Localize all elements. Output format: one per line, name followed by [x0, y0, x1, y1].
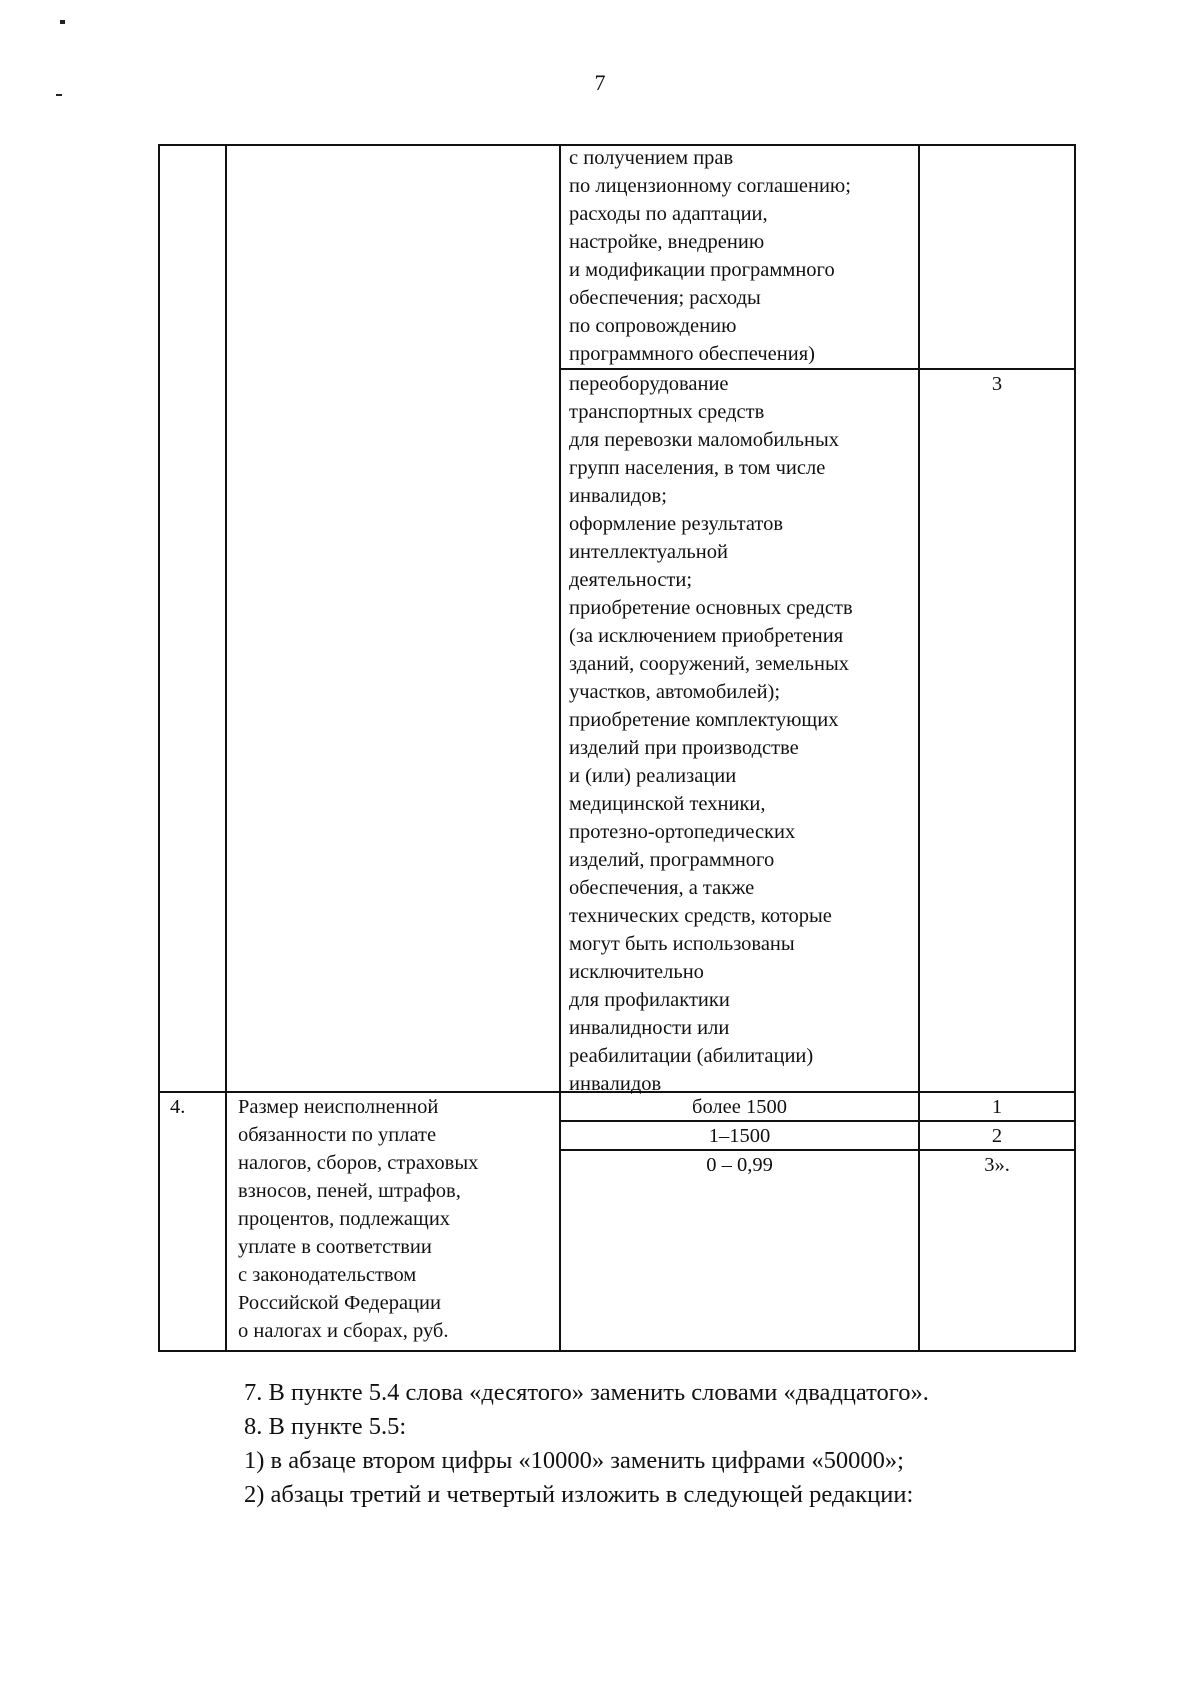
- continuation-description: [569, 144, 851, 368]
- text-line: программного обеспечения): [569, 343, 815, 365]
- text-line: для перевозки маломобильных: [569, 429, 839, 451]
- text-line: и (или) реализации: [569, 765, 737, 787]
- text-line: реабилитации (абилитации): [569, 1045, 814, 1067]
- table-col-divider-1: [225, 144, 227, 1352]
- text-line: обеспечения, а также: [569, 877, 755, 899]
- text-line: интеллектуальной: [569, 541, 728, 563]
- page-number: 7: [594, 70, 606, 95]
- text-line: переоборудование: [569, 373, 729, 395]
- text-line: зданий, сооружений, земельных: [569, 653, 849, 675]
- text-line: настройке, внедрению: [569, 231, 765, 253]
- text-line: медицинской техники,: [569, 793, 766, 815]
- range-value: 0 – 0,99: [706, 1154, 773, 1176]
- text-line: технических средств, которые: [569, 905, 832, 927]
- text-line: инвалидности или: [569, 1017, 730, 1039]
- text-line: инвалидов;: [569, 485, 667, 507]
- text-line: изделий при производстве: [569, 737, 799, 759]
- paragraph: 2) абзацы третий и четвертый изложить в следующей редакции:: [244, 1481, 914, 1508]
- paragraph: 8. В пункте 5.5:: [244, 1413, 407, 1440]
- criteria-table: [158, 144, 1076, 1352]
- text-line: Российской Федерации: [238, 1292, 441, 1314]
- text-line: приобретение комплектующих: [569, 709, 839, 731]
- score-value: 1: [991, 1096, 1003, 1118]
- text-line: по лицензионному соглашению;: [569, 175, 851, 197]
- text-line: уплате в соответствии: [238, 1236, 432, 1258]
- text-line: и модификации программного: [569, 259, 835, 281]
- text-line: групп населения, в том числе: [569, 457, 826, 479]
- row-number: 4.: [170, 1096, 186, 1118]
- text-line: транспортных средств: [569, 401, 765, 423]
- text-line: изделий, программного: [569, 849, 775, 871]
- paragraph: 1) в абзаце втором цифры «10000» заменить цифрами «50000»;: [244, 1447, 904, 1474]
- text-line: могут быть использованы: [569, 933, 795, 955]
- text-line: с законодательством: [238, 1264, 417, 1286]
- text-line: участков, автомобилей);: [569, 681, 781, 703]
- text-line: оформление результатов: [569, 513, 783, 535]
- range-value: более 1500: [692, 1096, 787, 1118]
- table-border-left: [158, 144, 160, 1352]
- text-line: инвалидов: [569, 1073, 662, 1095]
- equipment-score: 3: [991, 373, 1003, 395]
- score-value: 3».: [984, 1154, 1010, 1176]
- text-line: о налогах и сборах, руб.: [238, 1320, 449, 1342]
- amendment-text: [244, 1376, 929, 1512]
- table-border-right: [1074, 144, 1076, 1352]
- score-value: 2: [991, 1125, 1003, 1147]
- range-value: 1–1500: [708, 1125, 771, 1147]
- text-line: с получением прав: [569, 147, 734, 169]
- text-line: исключительно: [569, 961, 704, 983]
- equipment-description: [569, 370, 853, 1098]
- text-line: взносов, пеней, штрафов,: [238, 1180, 461, 1202]
- text-line: Размер неисполненной: [238, 1096, 439, 1118]
- text-line: протезно-ортопедических: [569, 821, 796, 843]
- scan-mark: [60, 20, 65, 24]
- text-line: обязанности по уплате: [238, 1124, 437, 1146]
- text-line: расходы по адаптации,: [569, 203, 768, 225]
- text-line: деятельности;: [569, 569, 693, 591]
- text-line: по сопровождению: [569, 315, 737, 337]
- table-border-bottom: [158, 1350, 1076, 1352]
- text-line: для профилактики: [569, 989, 730, 1011]
- text-line: процентов, подлежащих: [238, 1208, 451, 1230]
- text-line: (за исключением приобретения: [569, 625, 844, 647]
- paragraph: 7. В пункте 5.4 слова «десятого» заменить словами «двадцатого».: [244, 1379, 929, 1406]
- text-line: налогов, сборов, страховых: [238, 1152, 479, 1174]
- text-line: обеспечения; расходы: [569, 287, 761, 309]
- debt-criterion: [238, 1093, 478, 1345]
- text-line: приобретение основных средств: [569, 597, 853, 619]
